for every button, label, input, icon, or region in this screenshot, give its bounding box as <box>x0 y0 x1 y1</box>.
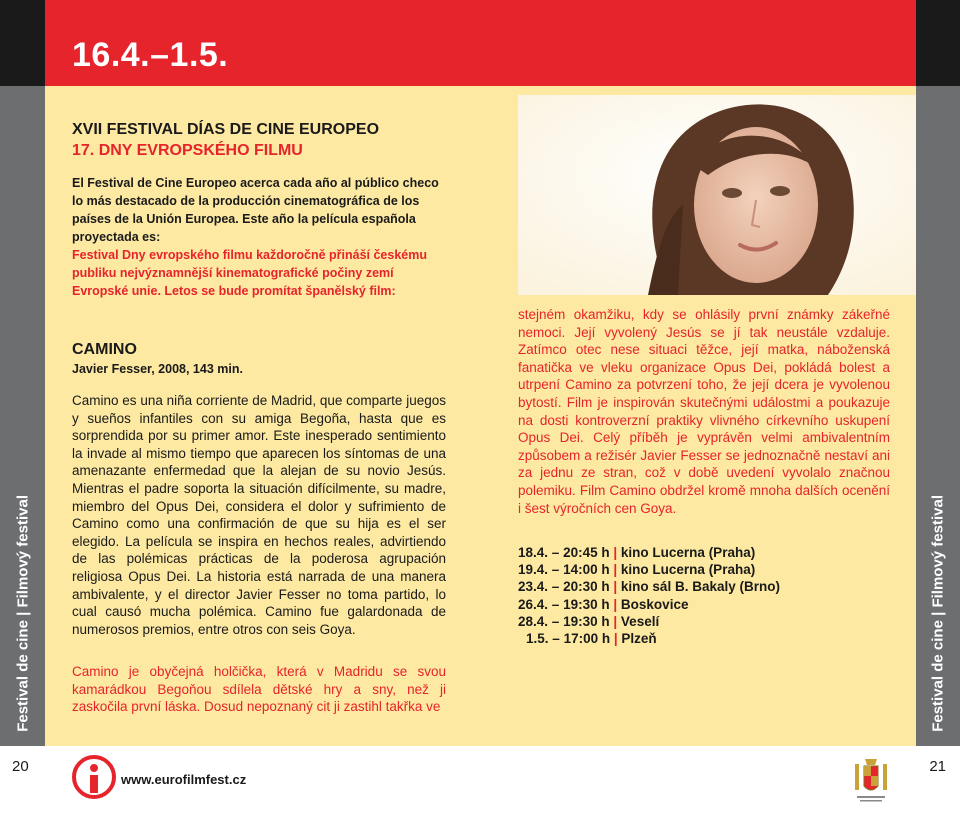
schedule-dash: – <box>551 562 560 578</box>
schedule-row <box>518 544 898 561</box>
schedule-date: 1.5. <box>526 631 549 647</box>
header-corner-right <box>916 0 960 86</box>
schedule-row <box>518 630 898 647</box>
schedule-separator: | <box>613 596 618 612</box>
film-description-cz-part2: stejném okamžiku, kdy se ohlásily první známky zákeřné nemoci. Její vyvolený Jesús se jí tak neustále vzdaluje. Zatímco otec nese situaci těžce, její matka, náboženská fanatička ve vleku organizace Opus Dei, pokládá bolest a utrpení Camino za potvrzení toho, že její dcera je vyvolenou bytostí. Film je inspirován skutečnými událostmi a poukazuje na dosti kontroverzní praktiky vlivného církevního uskupení Opus Dei. Celý příběh je vyprávěn velmi ambivalentním způsobem a režisér Javier Fesser se jednoznačně nestaví ani za jednu ze stran, což v době uvedení vyvolalo značnou polemiku. Film Camino obdržel kromě mnoha dalších ocenění i šest výročních cen Goya. <box>518 307 890 516</box>
schedule-separator: | <box>613 579 618 595</box>
schedule-separator: | <box>613 545 618 560</box>
schedule-venue: kino Lucerna (Praha) <box>620 562 756 578</box>
schedule-venue: Veselí <box>620 613 660 629</box>
schedule-venue: Plzeň <box>621 631 657 647</box>
schedule-row <box>518 561 898 578</box>
film-description-es: Camino es una niña corriente de Madrid, que comparte juegos y sueños infantiles con su amiga Begoña, hasta que es sorprendida por su primer amor. Este inesperado sentimiento la invade al mismo tiempo que aparecen los síntomas de una amenazante enfermedad que la alejan de su novio Jesús. Mientras el padre soporta la situación difícilmente, su madre, miembro del Opus Dei, considera el dolor y sufrimiento de Camino como una confirmación de que su hija es el ser elegido. La película se inspira en hechos reales, advirtiendo de las polémicas prácticas de la poderosa agrupación religiosa Opus Dei. La historia está narrada de una manera ambivalente, y el director Javier Fesser no toma partido, lo cual causó mucha polémica. Camino fue galardonada de numerosos premios, entre otros con seis Goya. <box>72 393 446 637</box>
festival-title-cz: 17. DNY EVROPSKÉHO FILMU <box>72 142 303 159</box>
schedule-dash: – <box>552 631 560 647</box>
schedule-dash: – <box>551 613 560 629</box>
schedule-date: 18.4. <box>518 545 549 560</box>
schedule-date: 23.4. <box>518 579 549 595</box>
schedule-separator: | <box>613 613 618 629</box>
date-range: 16.4.–1.5. <box>72 36 229 74</box>
schedule-time: 19:30 h <box>563 613 610 629</box>
schedule-time: 17:00 h <box>563 631 611 647</box>
schedule-venue: kino sál B. Bakaly (Brno) <box>620 579 780 595</box>
schedule-time: 14:00 h <box>563 562 610 578</box>
schedule-row <box>518 613 898 630</box>
film-meta: Javier Fesser, 2008, 143 min. <box>72 362 243 376</box>
schedule-venue: Boskovice <box>620 596 689 612</box>
schedule-time: 20:30 h <box>563 579 610 595</box>
schedule-time: 20:45 h <box>563 545 610 560</box>
festival-intro <box>72 174 452 300</box>
schedule-dash: – <box>551 596 560 612</box>
intro-es: El Festival de Cine Europeo acerca cada año al público checo lo más destacado de la producción cinematográfica de los países de la Unión Europea. Este año la película española proyectada es: <box>72 176 439 244</box>
film-description-cz-part1: Camino je obyčejná holčička, která v Madridu se svou kamarádkou Begoňou sdílela dětské hry a sny, než ji zaskočila první láska. Dosud nepoznaný cit ji zastihl takřka ve <box>72 664 446 715</box>
website-link[interactable]: www.eurofilmfest.cz <box>121 772 247 787</box>
schedule-dash: – <box>551 545 560 560</box>
schedule-date: 28.4. <box>518 613 549 629</box>
film-still-photo <box>518 95 916 295</box>
coat-of-arms-icon <box>851 756 891 804</box>
schedule-date: 26.4. <box>518 596 549 612</box>
sidebar-left <box>0 86 45 746</box>
screening-schedule <box>518 544 898 647</box>
film-title: CAMINO <box>72 341 137 358</box>
info-icon <box>72 755 116 799</box>
festival-title-es: XVII FESTIVAL DÍAS DE CINE EUROPEO <box>72 121 380 138</box>
schedule-row <box>518 596 898 613</box>
schedule-date: 19.4. <box>518 562 549 578</box>
sidebar-label-left: Festival de cine | Filmový festival <box>14 495 31 732</box>
page-number-left: 20 <box>12 758 29 775</box>
sidebar-right <box>916 86 960 746</box>
schedule-time: 19:30 h <box>563 596 610 612</box>
header-corner-left <box>0 0 45 86</box>
schedule-separator: | <box>613 562 618 578</box>
schedule-separator: | <box>613 631 618 647</box>
schedule-venue: kino Lucerna (Praha) <box>620 545 756 560</box>
intro-cz: Festival Dny evropského filmu každoročně přináší českému publiku nejvýznamnější kinematografické počiny zemí Evropské unie. Letos se bude promítat španělský film: <box>72 248 427 298</box>
schedule-dash: – <box>551 579 560 595</box>
sidebar-label-right: Festival de cine | Filmový festival <box>929 495 947 732</box>
schedule-row <box>518 578 898 595</box>
page-number-right: 21 <box>929 758 946 775</box>
